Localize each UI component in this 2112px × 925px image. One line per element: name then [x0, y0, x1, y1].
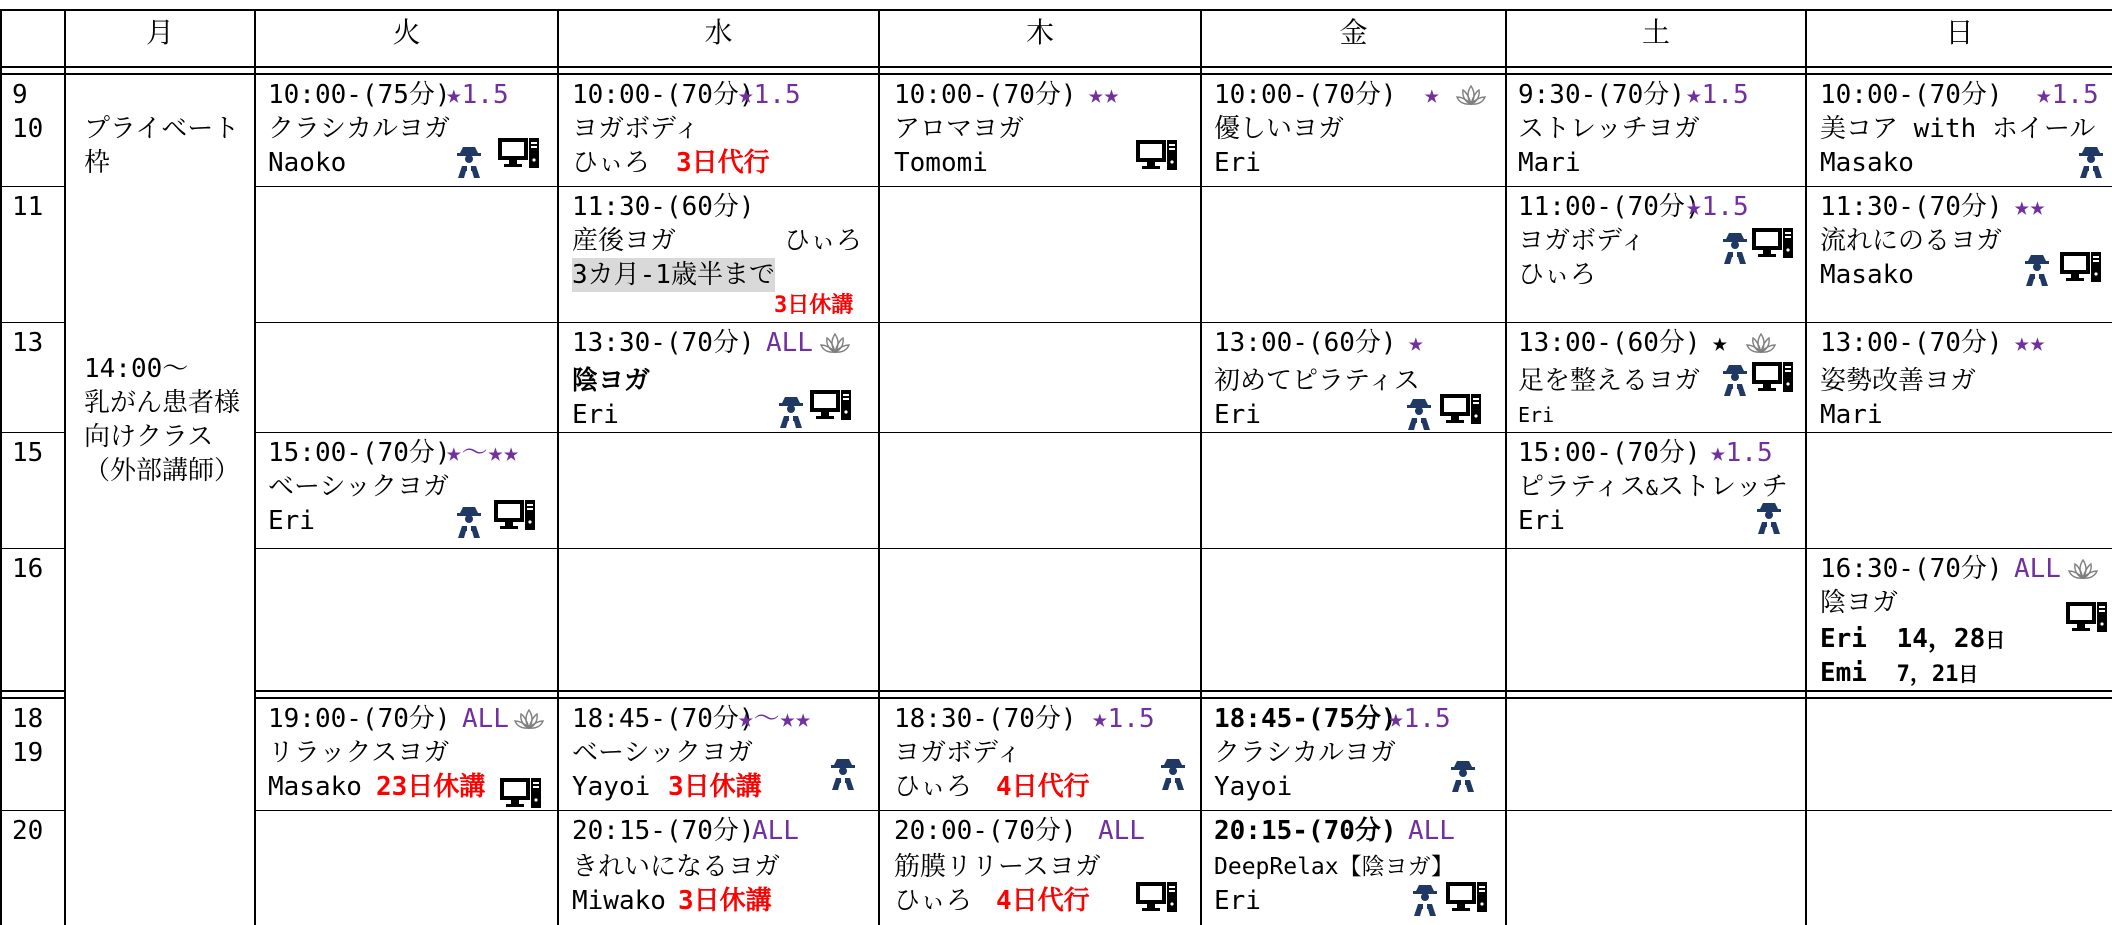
- sun-2-class: 流れにのるヨガ: [1820, 226, 2003, 256]
- sun-1-class: 美コア with ホイール: [1820, 114, 2096, 144]
- sat-4-class: [1518, 470, 1788, 505]
- sat-1-time: 9:30-(70分): [1518, 80, 1685, 110]
- hour-label: 18: [12, 704, 44, 734]
- instructor-icon: [1720, 362, 1750, 400]
- header-sun: 日: [1945, 16, 1974, 49]
- instructor-icon: [1404, 396, 1434, 434]
- thu-7-level: ALL: [1098, 816, 1145, 846]
- grid-line: [0, 810, 64, 811]
- header-fri: 金: [1339, 16, 1368, 49]
- grid-line: [254, 9, 256, 925]
- wed-6-note: 3日休講: [668, 772, 762, 802]
- tue-4-level: ★〜★★: [446, 438, 519, 468]
- fri-3-teacher: Eri: [1214, 400, 1261, 430]
- instructor-icon: [454, 144, 484, 182]
- breast-class-time: 14:00〜: [84, 354, 189, 384]
- sun-2-level: ★★: [2014, 192, 2046, 222]
- sun-5-teacher-1: Eri: [1820, 624, 1867, 654]
- lotus-icon: [514, 708, 544, 734]
- wed-6-time: 18:45-(70分): [572, 704, 755, 734]
- tue-1-class: クラシカルヨガ: [268, 114, 451, 144]
- grid-line: [254, 322, 2112, 323]
- computer-icon: [2060, 250, 2102, 290]
- sun-3-time: 13:00-(70分): [1820, 328, 2003, 358]
- computer-icon: [500, 776, 542, 816]
- tue-1-time: 10:00-(75分): [268, 80, 451, 110]
- thu-7-teacher: ひぃろ: [894, 886, 973, 916]
- fri-3-class: 初めてピラティス: [1214, 366, 1420, 396]
- sun-5-dates-2: 7，21: [1896, 662, 1959, 687]
- sat-4-teacher: Eri: [1518, 506, 1565, 536]
- tue-6-teacher: Masako: [268, 772, 362, 802]
- fri-7-teacher: Eri: [1214, 886, 1261, 916]
- fri-1-teacher: Eri: [1214, 148, 1261, 178]
- lotus-icon: [1746, 332, 1776, 358]
- fri-6-teacher: Yayoi: [1214, 772, 1293, 802]
- header-wed: 水: [704, 16, 733, 49]
- sat-1-class: ストレッチヨガ: [1518, 114, 1700, 144]
- fri-1-level: ★: [1424, 80, 1440, 110]
- instructor-icon: [1754, 500, 1784, 538]
- sun-3-class: 姿勢改善ヨガ: [1820, 366, 1977, 396]
- grid-line: [557, 9, 559, 925]
- sat-1-level: ★1.5: [1686, 80, 1749, 110]
- grid-line: [254, 548, 2112, 549]
- instructor-icon: [1720, 230, 1750, 268]
- wed-1-note: 3日代行: [676, 148, 770, 178]
- lotus-icon: [1456, 84, 1486, 110]
- instructor-icon: [2076, 144, 2106, 182]
- computer-icon: [1446, 880, 1488, 920]
- computer-icon: [1440, 392, 1482, 432]
- fri-7-class: DeepRelax【陰ヨガ】: [1214, 854, 1454, 880]
- hour-label: 10: [12, 114, 44, 144]
- sun-5-schedule-1: [1820, 622, 2005, 657]
- instructor-icon: [1410, 882, 1440, 920]
- sat-4-level: ★1.5: [1710, 438, 1773, 468]
- hour-label: 19: [12, 738, 44, 768]
- hour-label: 15: [12, 438, 44, 468]
- computer-icon: [498, 136, 540, 176]
- hour-label: 9: [12, 80, 28, 110]
- grid-line: [64, 9, 66, 925]
- grid-line: [0, 690, 64, 692]
- grid-line: [0, 548, 64, 549]
- thu-6-teacher: ひぃろ: [894, 772, 973, 802]
- sun-5-schedule-2: [1820, 656, 1978, 692]
- tue-4-teacher: Eri: [268, 506, 315, 536]
- wed-2-subnote: 3カ月-1歳半まで: [572, 260, 775, 290]
- thu-7-time: 20:00-(70分): [894, 816, 1077, 846]
- grid-line: [878, 9, 880, 925]
- fri-1-class: 優しいヨガ: [1214, 114, 1345, 144]
- sun-1-teacher: Masako: [1820, 148, 1914, 178]
- wed-3-level: ALL: [766, 328, 813, 358]
- sun-2-teacher: Masako: [1820, 260, 1914, 290]
- sun-3-level: ★★: [2014, 328, 2046, 358]
- wed-7-note: 3日休講: [678, 886, 772, 916]
- fri-6-time: 18:45-(75分): [1214, 704, 1397, 734]
- computer-icon: [1752, 360, 1794, 400]
- wed-6-teacher: Yayoi: [572, 772, 651, 802]
- sat-2-time: 11:00-(70分): [1518, 192, 1701, 222]
- tue-6-class: リラックスヨガ: [268, 738, 450, 768]
- sat-2-level: ★1.5: [1686, 192, 1749, 222]
- grid-line: [1200, 9, 1202, 925]
- hour-label: 13: [12, 328, 44, 358]
- grid-line: [0, 186, 64, 187]
- wed-2-time: 11:30-(60分): [572, 192, 755, 222]
- tue-4-class: ベーシックヨガ: [268, 472, 449, 502]
- tue-4-time: 15:00-(70分): [268, 438, 451, 468]
- sat-2-teacher: ひぃろ: [1518, 260, 1597, 290]
- grid-line: [0, 9, 2, 925]
- sun-5-teacher-2: Emi: [1820, 658, 1867, 688]
- private-slot-line1: プライベート: [84, 114, 240, 144]
- wed-3-teacher: Eri: [572, 400, 619, 430]
- computer-icon: [2066, 600, 2108, 640]
- breast-class-l3: （外部講師）: [84, 456, 241, 486]
- grid-line: [254, 697, 2112, 699]
- sun-5-class: 陰ヨガ: [1820, 588, 1899, 618]
- sun-5-dates-1: 14，28: [1896, 624, 1986, 654]
- sat-3-teacher: Eri: [1518, 403, 1555, 427]
- thu-1-teacher: Tomomi: [894, 148, 988, 178]
- sun-2-time: 11:30-(70分): [1820, 192, 2003, 222]
- wed-3-class: 陰ヨガ: [572, 366, 651, 396]
- thu-7-note: 4日代行: [996, 886, 1090, 916]
- fri-7-time: 20:15-(70分): [1214, 816, 1397, 846]
- grid-line: [1805, 9, 1807, 925]
- lotus-icon: [820, 332, 850, 358]
- wed-7-time: 20:15-(70分): [572, 816, 755, 846]
- sat-4-class-b: &: [1645, 476, 1658, 500]
- sat-3-class: 足を整えるヨガ: [1518, 366, 1701, 396]
- grid-line: [0, 322, 64, 323]
- instructor-icon: [2022, 252, 2052, 290]
- instructor-icon: [1158, 756, 1188, 794]
- grid-line: [0, 697, 64, 699]
- sun-5-day-suffix-1: 日: [1985, 628, 2006, 652]
- wed-7-teacher: Miwako: [572, 886, 666, 916]
- tue-1-level: ★1.5: [446, 80, 509, 110]
- hour-label: 20: [12, 816, 44, 846]
- grid-line: [0, 432, 64, 433]
- wed-1-class: ヨガボディ: [572, 114, 700, 144]
- tue-6-level: ALL: [462, 704, 509, 734]
- grid-line: [254, 186, 2112, 187]
- wed-1-level: ★1.5: [738, 80, 801, 110]
- sun-1-level: ★1.5: [2036, 80, 2099, 110]
- fri-3-time: 13:00-(60分): [1214, 328, 1397, 358]
- wed-3-time: 13:30-(70分): [572, 328, 755, 358]
- breast-class-l2: 向けクラス: [84, 422, 214, 452]
- hour-label: 16: [12, 554, 44, 584]
- thu-6-level: ★1.5: [1092, 704, 1155, 734]
- header-thu: 木: [1025, 16, 1054, 49]
- instructor-icon: [1448, 758, 1478, 796]
- instructor-icon: [776, 394, 806, 432]
- thu-6-class: ヨガボディ: [894, 738, 1022, 768]
- computer-icon: [1136, 138, 1178, 178]
- private-slot-line2: 枠: [84, 148, 111, 178]
- instructor-icon: [454, 504, 484, 542]
- sat-3-time: 13:00-(60分): [1518, 328, 1701, 358]
- computer-icon: [494, 498, 536, 538]
- thu-6-note: 4日代行: [996, 772, 1090, 802]
- wed-2-class: 産後ヨガ: [572, 226, 677, 256]
- wed-6-level: ★〜★★: [738, 704, 811, 734]
- computer-icon: [1752, 226, 1794, 266]
- fri-3-level: ★: [1408, 328, 1424, 358]
- fri-6-level: ★1.5: [1388, 704, 1451, 734]
- thu-1-time: 10:00-(70分): [894, 80, 1077, 110]
- header-mon: 月: [145, 16, 174, 49]
- grid-line: [1505, 9, 1507, 925]
- tue-1-teacher: Naoko: [268, 148, 347, 178]
- sun-3-teacher: Mari: [1820, 400, 1883, 430]
- thu-1-class: アロマヨガ: [894, 114, 1025, 144]
- fri-7-level: ALL: [1408, 816, 1455, 846]
- grid-line: [254, 432, 2112, 433]
- sat-4-time: 15:00-(70分): [1518, 438, 1701, 468]
- header-sat: 土: [1641, 16, 1670, 49]
- wed-2-teacher: ひぃろ: [784, 226, 863, 256]
- sat-4-class-a: ピラティス: [1518, 472, 1646, 502]
- tue-6-time: 19:00-(70分): [268, 704, 451, 734]
- wed-1-time: 10:00-(70分): [572, 80, 755, 110]
- header-tue: 火: [392, 16, 421, 49]
- grid-line: [0, 73, 2112, 75]
- sat-4-class-c: ストレッチ: [1657, 472, 1788, 502]
- thu-6-time: 18:30-(70分): [894, 704, 1077, 734]
- instructor-icon: [828, 756, 858, 794]
- wed-7-class: きれいになるヨガ: [572, 852, 781, 882]
- computer-icon: [1136, 880, 1178, 920]
- sun-5-day-suffix-2: 日: [1958, 662, 1979, 686]
- sat-1-teacher: Mari: [1518, 148, 1581, 178]
- lotus-icon: [2068, 558, 2098, 584]
- thu-7-class: 筋膜リリースヨガ: [894, 852, 1101, 882]
- sat-2-class: ヨガボディ: [1518, 226, 1646, 256]
- breast-class-l1: 乳がん患者様: [84, 388, 241, 418]
- hour-label: 11: [12, 192, 44, 222]
- grid-line: [0, 66, 2112, 68]
- wed-1-teacher: ひぃろ: [572, 148, 651, 178]
- sun-5-level: ALL: [2014, 554, 2061, 584]
- fri-1-time: 10:00-(70分): [1214, 80, 1397, 110]
- tue-6-note: 23日休講: [376, 772, 486, 802]
- sun-5-time: 16:30-(70分): [1820, 554, 2003, 584]
- wed-6-class: ベーシックヨガ: [572, 738, 753, 768]
- thu-1-level: ★★: [1088, 80, 1120, 110]
- wed-7-level: ALL: [752, 816, 799, 846]
- sun-1-time: 10:00-(70分): [1820, 80, 2003, 110]
- fri-6-class: クラシカルヨガ: [1214, 738, 1397, 768]
- computer-icon: [810, 388, 852, 428]
- sat-3-level: ★: [1712, 328, 1728, 358]
- wed-2-note: 3日休講: [774, 293, 854, 318]
